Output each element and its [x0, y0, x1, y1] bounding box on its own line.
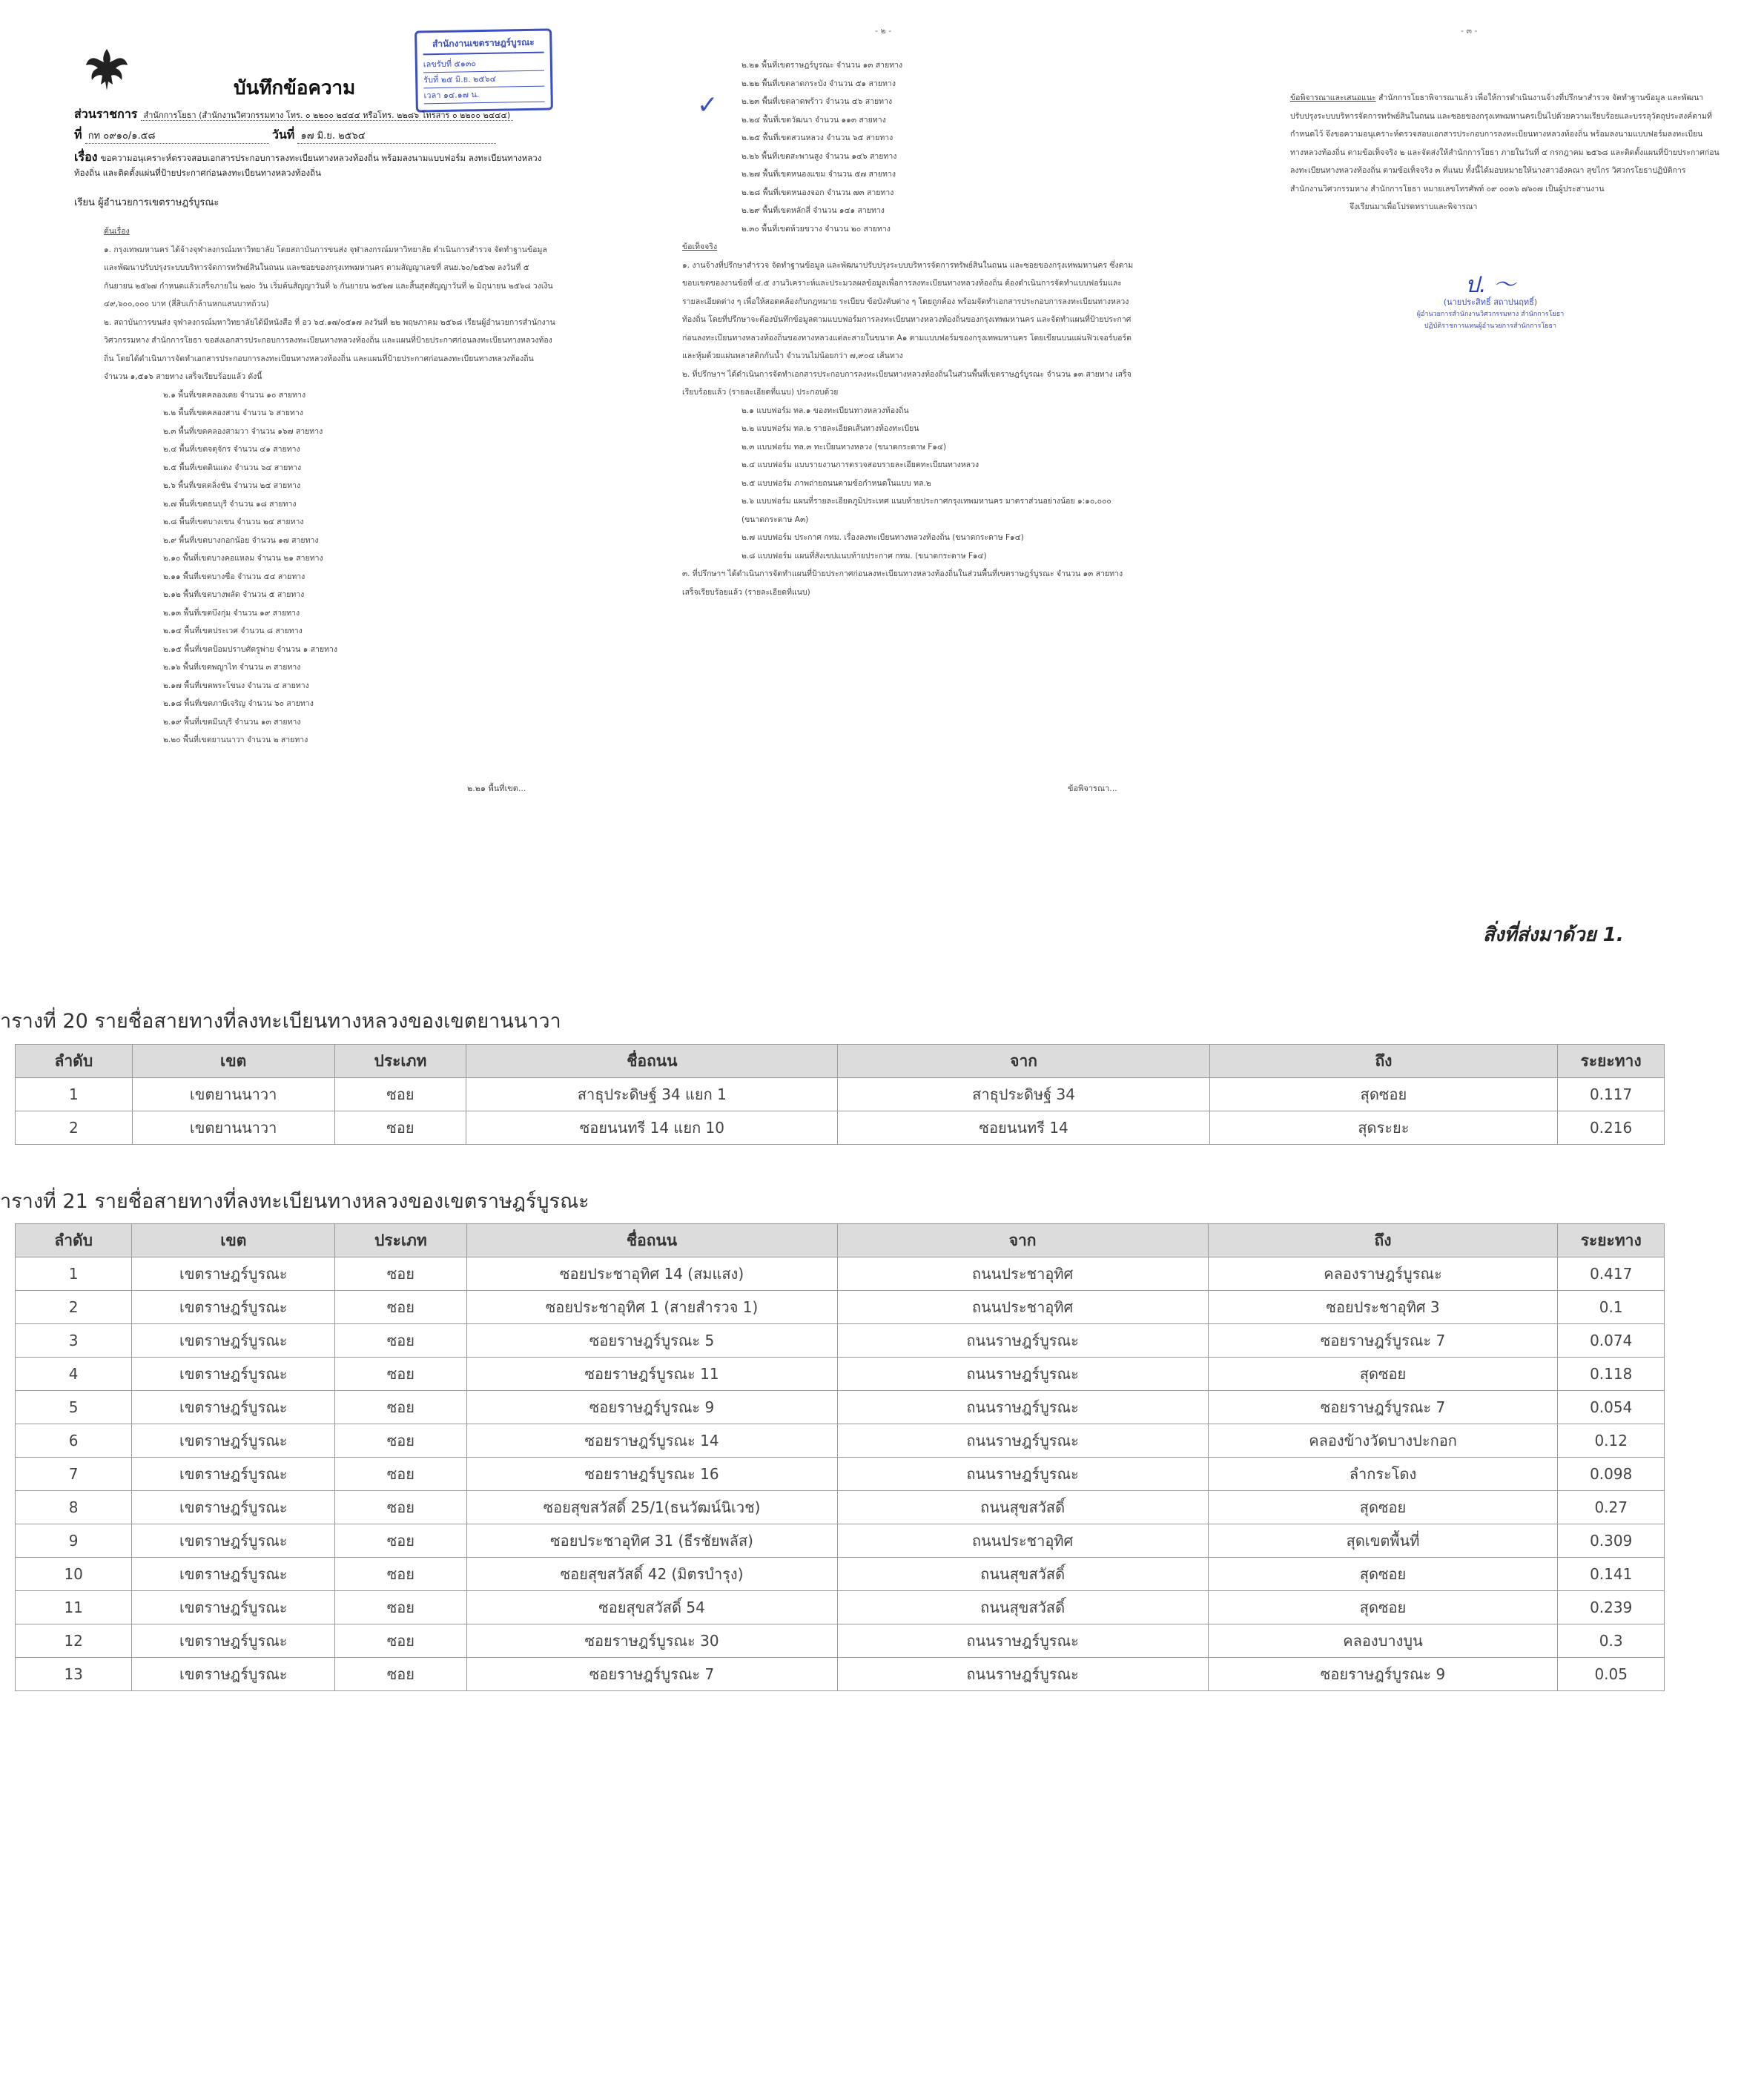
- table-cell: ซอยราษฎร์บูรณะ 14: [466, 1424, 837, 1458]
- table-cell: 0.309: [1558, 1524, 1665, 1558]
- table-cell: 0.098: [1558, 1458, 1665, 1491]
- table-cell: ซอย: [335, 1591, 466, 1624]
- table-row: [16, 1458, 1665, 1491]
- form-item: ๒.๒ แบบฟอร์ม ทล.๒ รายละเอียดเส้นทางท้องทะเบียน: [741, 424, 919, 433]
- table-cell: ซอย: [335, 1491, 466, 1524]
- district-item: ๒.๒๒ พื้นที่เขตลาดกระบัง จำนวน ๕๑ สายทาง: [741, 79, 896, 88]
- district-item: ๒.๒ พื้นที่เขตคลองสาน จำนวน ๖ สายทาง: [163, 409, 303, 417]
- district-item: ๒.๑๒ พื้นที่เขตบางพลัด จำนวน ๕ สายทาง: [163, 590, 305, 599]
- date-label: วันที่: [271, 128, 295, 142]
- table-cell: ซอย: [335, 1524, 466, 1558]
- agency-label: ส่วนราชการ: [74, 107, 138, 121]
- table-row: [16, 1391, 1665, 1424]
- table-cell: ซอยประชาอุทิศ 14 (สมแสง): [466, 1257, 837, 1291]
- district-item: ๒.๓ พื้นที่เขตคลองสามวา จำนวน ๑๖๗ สายทาง: [163, 426, 323, 436]
- table-cell: 0.054: [1558, 1391, 1665, 1424]
- table-cell: ซอย: [335, 1358, 466, 1391]
- table-cell: ซอยราษฎร์บูรณะ 7: [466, 1658, 837, 1691]
- enclosure-label: สิ่งที่ส่งมาด้วย 1.: [1483, 924, 1624, 946]
- considerations-text: สำนักการโยธาพิจารณาแล้ว เพื่อให้การดำเนินงานจ้างที่ปรึกษาสำรวจ จัดทำฐานข้อมูล และพัฒนาปรับปรุงระบบบริหารจัดการทรัพย์สินในถนน และซอยของกรุงเทพมหานครเป็นไปด้วยความเรียบร้อยและบรรลุวัตถุประสงค์ตามที่กำหนดไว้ จึงขอความอนุเคราะห์ตรวจสอบเอกสารประกอบการลงทะเบียนทางหลวงท้องถิ่น พร้อมลงนามแบบฟอร์มลงทะเบียนทางหลวงท้องถิ่น ตามข้อเท็จจริง ๒ และจัดส่งให้สำนักการโยธา ภายในวันที่ ๔ กรกฎาคม ๒๕๖๘ และติดตั้งแผนที่ป้ายประกาศก่อนลงทะเบียนทางหลวงท้องถิ่น ตามข้อเท็จจริง ๓ ที่แนบ ทั้งนี้ได้มอบหมายให้นางสาวอังคณา สุขไกร วิศวกรโยธาปฏิบัติการ สำนักงานวิศวกรรมทาง สำนักการโยธา หมายเลขโทรศัพท์ ๐๙ ๐๐๓๖ ๗๖๐๗ เป็นผู้ประสานงาน: [1290, 93, 1720, 194]
- table-cell: ซอย: [335, 1658, 466, 1691]
- stamp-office: สำนักงานเขตราษฎร์บูรณะ: [423, 36, 544, 56]
- table-cell: ซอย: [335, 1424, 466, 1458]
- table-cell: สาธุประดิษฐ์ 34: [838, 1078, 1209, 1111]
- paragraph-1: ๑. กรุงเทพมหานคร ได้จ้างจุฬาลงกรณ์มหาวิทยาลัย โดยสถาบันการขนส่ง จุฬาลงกรณ์มหาวิทยาลัย ดำเนินการสำรวจ จัดทำฐานข้อมูล และพัฒนาปรับปรุงระบบบริหารจัดการทรัพย์สินในถนน และซอยของกรุงเทพมหานคร ตามสัญญาเลขที่ สนย.๖๐/๒๕๖๗ ลงวันที่ ๕ กันยายน ๒๕๖๗ กำหนดแล้วเสร็จภายใน ๒๗๐ วัน เริ่มต้นสัญญาวันที่ ๖ กันยายน ๒๕๖๗ และสิ้นสุดสัญญาวันที่ ๒ มิถุนายน ๒๕๖๘ วงเงิน ๔๙,๖๐๐,๐๐๐ บาท (สี่สิบเก้าล้านหกแสนบาทถ้วน): [104, 245, 553, 308]
- closing-line: จึงเรียนมาเพื่อโปรดทราบและพิจารณา: [1350, 202, 1478, 211]
- subject-value: ขอความอนุเคราะห์ตรวจสอบเอกสารประกอบการลงทะเบียนทางหลวงท้องถิ่น พร้อมลงนามแบบฟอร์ม ลงทะเบียนทางหลวงท้องถิ่น และติดตั้งแผ่นที่ป้ายประกาศก่อนลงทะเบียนทางหลวงท้องถิ่น: [74, 153, 542, 178]
- table-cell: สุดซอย: [1208, 1491, 1558, 1524]
- table-cell: คลองราษฎร์บูรณะ: [1208, 1257, 1558, 1291]
- stamp-time: เวลา ๑๔.๑๗ น.: [423, 87, 544, 105]
- district-item: ๒.๑๗ พื้นที่เขตพระโขนง จำนวน ๔ สายทาง: [163, 681, 309, 690]
- district-item: ๒.๑๑ พื้นที่เขตบางซื่อ จำนวน ๕๔ สายทาง: [163, 572, 305, 581]
- handwritten-signature-icon: ป. ﻿～: [1464, 272, 1516, 298]
- table-cell: 0.05: [1558, 1658, 1665, 1691]
- table-cell: ถนนราษฎร์บูรณะ: [837, 1658, 1208, 1691]
- form-item: ๒.๑ แบบฟอร์ม ทล.๑ ของทะเบียนทางหลวงท้องถิ่น: [741, 406, 909, 415]
- fact-1: ๑. งานจ้างที่ปรึกษาสำรวจ จัดทำฐานข้อมูล และพัฒนาปรับปรุงระบบบริหารจัดการทรัพย์สินในถนน และซอยของกรุงเทพมหานคร ซึ่งตามขอบเขตของงานข้อที่ ๔.๕ งานวิเคราะห์และประมวลผลข้อมูลเพื่อการลงทะเบียนทางหลวงท้องถิ่น ต้องดำเนินการจัดทำแบบฟอร์มและรายละเอียดต่าง ๆ เพื่อให้สอดคล้องกับกฎหมาย ระเบียบ ข้อบังคับต่าง ๆ โดยถูกต้อง พร้อมจัดทำเอกสารประกอบการลงทะเบียนทางหลวงท้องถิ่น โดยที่ปรึกษาจะต้องบันทึกข้อมูลตามแบบฟอร์มการลงทะเบียนทางหลวงท้องถิ่นของกรุงเทพมหานคร และจัดทำแผนที่ป้ายประกาศก่อนลงทะเบียนทางหลวงท้องถิ่นของทางหลวงแต่ละสายในขนาด A๑ ตามแบบฟอร์มของกรุงเทพมหานคร โดยเขียนบนแผ่นฟิวเจอร์บอร์ดและหุ้มด้วยแผ่นพลาสติกกันน้ำ จำนวนไม่น้อยกว่า ๗,๙๐๔ เส้นทาง: [682, 260, 1134, 360]
- ref-value: กท ๐๙๑๐/๑.๕๘: [85, 128, 269, 144]
- table-cell: ซอย: [335, 1458, 466, 1491]
- table-cell: เขตราษฎร์บูรณะ: [132, 1291, 335, 1324]
- table-cell: ซอยราษฎร์บูรณะ 7: [1208, 1391, 1558, 1424]
- district-item: ๒.๑๓ พื้นที่เขตบึงกุ่ม จำนวน ๑๙ สายทาง: [163, 608, 300, 618]
- table-row: [16, 1324, 1665, 1358]
- table-cell: ซอย: [335, 1291, 466, 1324]
- table-cell: สุดซอย: [1208, 1358, 1558, 1391]
- column-header: จาก: [837, 1224, 1208, 1257]
- ref-label: ที่: [74, 128, 82, 142]
- form-item: ๒.๘ แบบฟอร์ม แผนที่สังเขปแนบท้ายประกาศ กทม. (ขนาดกระดาษ F๑๔): [741, 551, 987, 561]
- page-number: - ๓ -: [1461, 26, 1478, 36]
- table-cell: คลองข้างวัดบางปะกอก: [1208, 1424, 1558, 1458]
- section-background: ต้นเรื่อง: [104, 227, 130, 236]
- table-cell: เขตราษฎร์บูรณะ: [132, 1624, 335, 1658]
- stamp-recv-no: เลขรับที่ ๕๑๓๐: [423, 56, 544, 73]
- section-considerations: ข้อพิจารณาและเสนอแนะ: [1290, 93, 1376, 102]
- table-row: [16, 1358, 1665, 1391]
- table-cell: เขตราษฎร์บูรณะ: [132, 1524, 335, 1558]
- fact-2: ๒. ที่ปรึกษาฯ ได้ดำเนินการจัดทำเอกสารประกอบการลงทะเบียนทางหลวงท้องถิ่นในส่วนพื้นที่เขตราษฎร์บูรณะ จำนวน ๑๓ สายทาง เสร็จเรียบร้อยแล้ว (รายละเอียดที่แนบ) ประกอบด้วย: [682, 369, 1132, 397]
- table-cell: 7: [16, 1458, 132, 1491]
- district-item: ๒.๗ พื้นที่เขตธนบุรี จำนวน ๑๘ สายทาง: [163, 499, 297, 509]
- table-row: [16, 1291, 1665, 1324]
- table-row: [16, 1524, 1665, 1558]
- column-header: ลำดับ: [16, 1045, 133, 1078]
- table-cell: ซอย: [335, 1324, 466, 1358]
- table-cell: 0.141: [1558, 1558, 1665, 1591]
- stamp-date: รับที่ ๒๕ มิ.ย. ๒๕๖๔: [423, 71, 544, 89]
- table-cell: ซอย: [335, 1391, 466, 1424]
- table-cell: สุดซอย: [1209, 1078, 1557, 1111]
- table-cell: ซอยราษฎร์บูรณะ 9: [466, 1391, 837, 1424]
- table-row: [16, 1624, 1665, 1658]
- table-cell: ซอย: [335, 1624, 466, 1658]
- checkmark-icon: ✓: [697, 90, 719, 120]
- table-cell: ถนนราษฎร์บูรณะ: [837, 1324, 1208, 1358]
- signer-title-1: ผู้อำนวยการสำนักงานวิศวกรรมทาง สำนักการโยธา: [1416, 311, 1565, 318]
- table-cell: ซอยราษฎร์บูรณะ 9: [1208, 1658, 1558, 1691]
- ref-line: [74, 126, 556, 145]
- table-cell: เขตยานนาวา: [132, 1111, 334, 1145]
- section-facts: ข้อเท็จจริง: [682, 242, 718, 251]
- table-cell: เขตราษฎร์บูรณะ: [132, 1358, 335, 1391]
- column-header: เขต: [132, 1224, 335, 1257]
- district-item: ๒.๖ พื้นที่เขตตลิ่งชัน จำนวน ๒๔ สายทาง: [163, 481, 301, 490]
- table-cell: 8: [16, 1491, 132, 1524]
- table-row: [16, 1491, 1665, 1524]
- table-cell: 9: [16, 1524, 132, 1558]
- table-cell: สุดระยะ: [1209, 1111, 1557, 1145]
- table-cell: ลำกระโดง: [1208, 1458, 1558, 1491]
- table-cell: สุดซอย: [1208, 1591, 1558, 1624]
- column-header: ลำดับ: [16, 1224, 132, 1257]
- agency-line: [74, 105, 556, 124]
- district-item: ๒.๒๕ พื้นที่เขตสวนหลวง จำนวน ๖๕ สายทาง: [741, 133, 893, 142]
- district-item: ๒.๑๕ พื้นที่เขตป้อมปราบศัตรูพ่าย จำนวน ๑ สายทาง: [163, 644, 338, 654]
- table-cell: ซอย: [334, 1078, 466, 1111]
- table-cell: 0.239: [1558, 1591, 1665, 1624]
- table-cell: 0.118: [1558, 1358, 1665, 1391]
- district-item: ๒.๒๔ พื้นที่เขตวัฒนา จำนวน ๑๑๓ สายทาง: [741, 115, 886, 125]
- agency-value: สำนักการโยธา (สำนักงานวิศวกรรมทาง โทร. ๐ ๒๒๐๐ ๒๔๔๔ หรือโทร. ๒๒๘๖ โทรสาร ๐ ๒๒๐๐ ๒๔๔๔): [141, 110, 514, 121]
- table-cell: ซอย: [334, 1111, 466, 1145]
- table-cell: ซอยราษฎร์บูรณะ 11: [466, 1358, 837, 1391]
- table-row: [16, 1658, 1665, 1691]
- garuda-emblem-icon: [83, 46, 131, 95]
- form-item: ๒.๔ แบบฟอร์ม แบบรายงานการตรวจสอบรายละเอียดทะเบียนทางหลวง: [741, 460, 980, 469]
- table-cell: คลองบางบูน: [1208, 1624, 1558, 1658]
- table-cell: ซอยราษฎร์บูรณะ 7: [1208, 1324, 1558, 1358]
- table-cell: 5: [16, 1391, 132, 1424]
- table-cell: 0.417: [1558, 1257, 1665, 1291]
- district-item: ๒.๒๘ พื้นที่เขตหนองจอก จำนวน ๗๓ สายทาง: [741, 188, 894, 197]
- table-cell: 2: [16, 1291, 132, 1324]
- district-item: ๒.๘ พื้นที่เขตบางเขน จำนวน ๒๔ สายทาง: [163, 518, 304, 526]
- date-value: ๑๗ มิ.ย. ๒๕๖๔: [297, 128, 496, 144]
- table-row: [16, 1257, 1665, 1291]
- column-header: ระยะทาง: [1558, 1224, 1665, 1257]
- table-cell: ถนนสุขสวัสดิ์: [837, 1591, 1208, 1624]
- district-item: ๒.๑๘ พื้นที่เขตภาษีเจริญ จำนวน ๖๐ สายทาง: [163, 699, 314, 708]
- table-cell: เขตราษฎร์บูรณะ: [132, 1458, 335, 1491]
- table-cell: ซอย: [335, 1257, 466, 1291]
- district-item: ๒.๕ พื้นที่เขตดินแดง จำนวน ๖๔ สายทาง: [163, 463, 302, 472]
- table-cell: ถนนราษฎร์บูรณะ: [837, 1424, 1208, 1458]
- memo-body-1: [74, 222, 556, 750]
- table-20-caption: ารางที่ 20 รายชื่อสายทางที่ลงทะเบียนทางหลวงของเขตยานนาวา: [0, 1010, 561, 1033]
- table-cell: ถนนประชาอุทิศ: [837, 1257, 1208, 1291]
- signer-name: (นายประสิทธิ์ สถาปนฤทธิ์): [1443, 297, 1538, 307]
- table-cell: สุดเขตพื้นที่: [1208, 1524, 1558, 1558]
- fact-3: ๓. ที่ปรึกษาฯ ได้ดำเนินการจัดทำแผนที่ป้ายประกาศก่อนลงทะเบียนทางหลวงท้องถิ่นในส่วนพื้นที่เขตราษฎร์บูรณะ จำนวน ๑๓ สายทาง เสร็จเรียบร้อยแล้ว (รายละเอียดที่แนบ): [682, 569, 1123, 597]
- district-item: ๒.๓๐ พื้นที่เขตห้วยขวาง จำนวน ๒๐ สายทาง: [741, 224, 891, 234]
- district-item: ๒.๒๖ พื้นที่เขตสะพานสูง จำนวน ๑๔๖ สายทาง: [741, 151, 897, 161]
- table-cell: เขตยานนาวา: [132, 1078, 334, 1111]
- form-item: ๒.๕ แบบฟอร์ม ภาพถ่ายถนนตามข้อกำหนดในแบบ ทล.๒: [741, 478, 931, 488]
- table-cell: 11: [16, 1591, 132, 1624]
- table-cell: ถนนราษฎร์บูรณะ: [837, 1358, 1208, 1391]
- column-header: ถึง: [1209, 1045, 1557, 1078]
- table-row: [16, 1558, 1665, 1591]
- form-item: ๒.๖ แบบฟอร์ม แผนที่รายละเอียดภูมิประเทศ แนบท้ายประกาศกรุงเทพมหานคร มาตราส่วนอย่างน้อย ๑:๑๐,๐๐๐ (ขนาดกระดาษ A๓): [741, 497, 1111, 524]
- table-cell: ซอยประชาอุทิศ 1 (สายสำรวจ 1): [466, 1291, 837, 1324]
- table-cell: ถนนราษฎร์บูรณะ: [837, 1458, 1208, 1491]
- table-cell: สาธุประดิษฐ์ 34 แยก 1: [466, 1078, 838, 1111]
- table-cell: 0.117: [1558, 1078, 1665, 1111]
- table-cell: เขตราษฎร์บูรณะ: [132, 1324, 335, 1358]
- continued-note: ๒.๒๑ พื้นที่เขต...: [467, 784, 526, 793]
- table-cell: 13: [16, 1658, 132, 1691]
- memo-body-2: [653, 56, 1134, 601]
- table-cell: 0.3: [1558, 1624, 1665, 1658]
- district-item: ๒.๒๑ พื้นที่เขตราษฎร์บูรณะ จำนวน ๑๓ สายทาง: [741, 61, 903, 70]
- table-cell: เขตราษฎร์บูรณะ: [132, 1658, 335, 1691]
- memo-page-1: [74, 30, 556, 801]
- table-cell: เขตราษฎร์บูรณะ: [132, 1257, 335, 1291]
- table-cell: ซอยประชาอุทิศ 31 (ธีรชัยพลัส): [466, 1524, 837, 1558]
- table-cell: ซอยราษฎร์บูรณะ 30: [466, 1624, 837, 1658]
- district-item: ๒.๑ พื้นที่เขตคลองเตย จำนวน ๑๐ สายทาง: [163, 390, 306, 400]
- table-cell: สุดซอย: [1208, 1558, 1558, 1591]
- subject-label: เรื่อง: [74, 150, 98, 164]
- table-cell: ถนนสุขสวัสดิ์: [837, 1558, 1208, 1591]
- district-item: ๒.๑๔ พื้นที่เขตประเวศ จำนวน ๘ สายทาง: [163, 627, 303, 635]
- district-item: ๒.๒๙ พื้นที่เขตหลักสี่ จำนวน ๑๔๑ สายทาง: [741, 206, 885, 215]
- memo-body-3: [1261, 89, 1720, 216]
- table-cell: 2: [16, 1111, 133, 1145]
- column-header: ถึง: [1208, 1224, 1558, 1257]
- table-row: [16, 1424, 1665, 1458]
- district-item: ๒.๒๗ พื้นที่เขตหนองแขม จำนวน ๕๗ สายทาง: [741, 170, 896, 179]
- table-20: [15, 1044, 1665, 1145]
- table-cell: 6: [16, 1424, 132, 1458]
- memo-page-3: [1261, 26, 1720, 801]
- column-header: ประเภท: [334, 1045, 466, 1078]
- table-header-row: [16, 1045, 1665, 1078]
- table-cell: ถนนประชาอุทิศ: [837, 1291, 1208, 1324]
- district-item: ๒.๑๙ พื้นที่เขตมีนบุรี จำนวน ๑๓ สายทาง: [163, 717, 301, 727]
- column-header: ชื่อถนน: [466, 1224, 837, 1257]
- signature-block: [1379, 274, 1602, 332]
- paragraph-2: ๒. สถาบันการขนส่ง จุฬาลงกรณ์มหาวิทยาลัยได้มีหนังสือ ที่ อว ๖๔.๑๗/๐๕๑๗ ลงวันที่ ๒๒ พฤษภาคม ๒๕๖๘ เรียนผู้อำนวยการสำนักงานวิศวกรรมทาง สำนักการโยธา ขอส่งเอกสารประกอบการลงทะเบียนทางหลวงท้องถิ่น และแผนที่ป้ายประกาศก่อนลงทะเบียนทางหลวงท้องถิ่น โดยได้ดำเนินการจัดทำเอกสารประกอบการลงทะเบียนทางหลวงท้องถิ่น และแผนที่ป้ายประกาศก่อนลงทะเบียนทางหลวงท้องถิ่น จำนวน ๑,๕๑๖ สายทาง เสร็จเรียบร้อยแล้ว ดังนี้: [104, 317, 555, 381]
- form-item: ๒.๓ แบบฟอร์ม ทล.๓ ทะเบียนทางหลวง (ขนาดกระดาษ F๑๔): [741, 442, 947, 452]
- table-cell: ซอยประชาอุทิศ 3: [1208, 1291, 1558, 1324]
- table-cell: 1: [16, 1257, 132, 1291]
- table-cell: ถนนสุขสวัสดิ์: [837, 1491, 1208, 1524]
- table-cell: 0.216: [1558, 1111, 1665, 1145]
- table-21: [15, 1223, 1665, 1691]
- memo-title: บันทึกข้อความ: [234, 77, 356, 99]
- table-cell: ซอย: [335, 1558, 466, 1591]
- table-cell: 3: [16, 1324, 132, 1358]
- form-item: ๒.๗ แบบฟอร์ม ประกาศ กทม. เรื่องลงทะเบียนทางหลวงท้องถิ่น (ขนาดกระดาษ F๑๔): [741, 533, 1024, 542]
- table-cell: 12: [16, 1624, 132, 1658]
- table-cell: เขตราษฎร์บูรณะ: [132, 1391, 335, 1424]
- table-row: [16, 1111, 1665, 1145]
- table-cell: เขตราษฎร์บูรณะ: [132, 1424, 335, 1458]
- column-header: ชื่อถนน: [466, 1045, 838, 1078]
- signer-title-2: ปฏิบัติราชการแทนผู้อำนวยการสำนักการโยธา: [1424, 323, 1557, 330]
- district-item: ๒.๒๐ พื้นที่เขตยานนาวา จำนวน ๒ สายทาง: [163, 735, 308, 744]
- receipt-stamp: [414, 28, 553, 112]
- page-number: - ๒ -: [875, 26, 892, 36]
- column-header: ระยะทาง: [1558, 1045, 1665, 1078]
- table-cell: ซอยนนทรี 14 แยก 10: [466, 1111, 838, 1145]
- table-cell: 0.27: [1558, 1491, 1665, 1524]
- salutation: เรียน ผู้อำนวยการเขตราษฎร์บูรณะ: [74, 197, 219, 208]
- column-header: ประเภท: [335, 1224, 466, 1257]
- subject-line: [74, 148, 556, 180]
- district-item: ๒.๔ พื้นที่เขตจตุจักร จำนวน ๔๑ สายทาง: [163, 445, 300, 454]
- table-cell: เขตราษฎร์บูรณะ: [132, 1491, 335, 1524]
- table-cell: ซอยสุขสวัสดิ์ 54: [466, 1591, 837, 1624]
- considerations: [1261, 89, 1720, 198]
- table-cell: ซอยราษฎร์บูรณะ 5: [466, 1324, 837, 1358]
- table-header-row: [16, 1224, 1665, 1257]
- table-cell: ซอยราษฎร์บูรณะ 16: [466, 1458, 837, 1491]
- table-cell: ถนนราษฎร์บูรณะ: [837, 1391, 1208, 1424]
- table-cell: 0.074: [1558, 1324, 1665, 1358]
- table-cell: ซอยสุขสวัสดิ์ 42 (มิตรบำรุง): [466, 1558, 837, 1591]
- table-row: [16, 1078, 1665, 1111]
- table-cell: ถนนราษฎร์บูรณะ: [837, 1624, 1208, 1658]
- table-cell: เขตราษฎร์บูรณะ: [132, 1558, 335, 1591]
- district-item: ๒.๙ พื้นที่เขตบางกอกน้อย จำนวน ๑๗ สายทาง: [163, 535, 319, 545]
- column-header: เขต: [132, 1045, 334, 1078]
- table-cell: 0.1: [1558, 1291, 1665, 1324]
- table-cell: ถนนประชาอุทิศ: [837, 1524, 1208, 1558]
- column-header: จาก: [838, 1045, 1209, 1078]
- table-cell: ซอยสุขสวัสดิ์ 25/1(ธนวัฒน์นิเวช): [466, 1491, 837, 1524]
- memo-page-2: [653, 26, 1134, 801]
- table-row: [16, 1591, 1665, 1624]
- table-cell: เขตราษฎร์บูรณะ: [132, 1591, 335, 1624]
- table-cell: 0.12: [1558, 1424, 1665, 1458]
- table-cell: 10: [16, 1558, 132, 1591]
- district-item: ๒.๒๓ พื้นที่เขตลาดพร้าว จำนวน ๔๖ สายทาง: [741, 97, 893, 106]
- table-cell: 4: [16, 1358, 132, 1391]
- table-21-caption: ารางที่ 21 รายชื่อสายทางที่ลงทะเบียนทางหลวงของเขตราษฎร์บูรณะ: [0, 1190, 589, 1213]
- district-item: ๒.๑๐ พื้นที่เขตบางคอแหลม จำนวน ๒๑ สายทาง: [163, 554, 323, 563]
- continued-note: ข้อพิจารณา...: [1068, 784, 1117, 793]
- table-cell: ซอยนนทรี 14: [838, 1111, 1209, 1145]
- table-cell: 1: [16, 1078, 133, 1111]
- district-item: ๒.๑๖ พื้นที่เขตพญาไท จำนวน ๓ สายทาง: [163, 663, 301, 672]
